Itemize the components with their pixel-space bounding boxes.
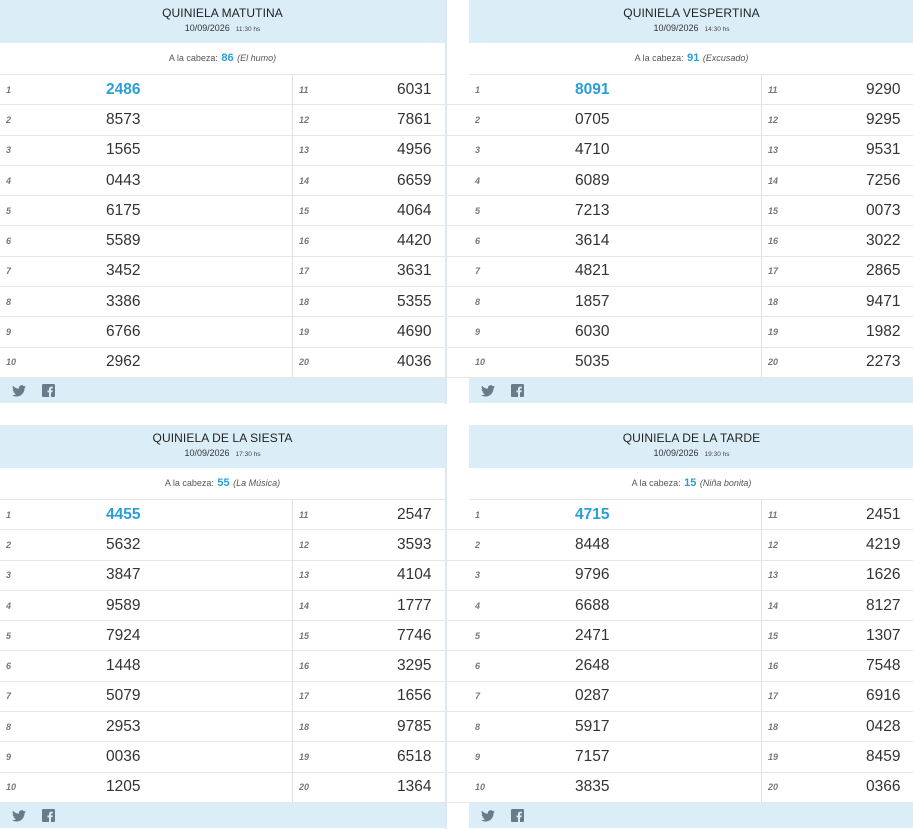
drawn-number: 3386: [34, 287, 293, 317]
drawn-number: 4710: [503, 135, 762, 165]
drawn-number: 4420: [327, 226, 583, 256]
drawn-number: 8091: [503, 75, 762, 105]
twitter-icon[interactable]: [12, 810, 26, 822]
result-row: [469, 772, 913, 802]
drawn-number: 2547: [327, 500, 583, 530]
draw-title: QUINIELA MATUTINA: [162, 6, 283, 20]
drawn-number: 6659: [327, 165, 583, 195]
card-footer: [0, 803, 445, 828]
result-row: [469, 621, 913, 651]
cabeza-line: [469, 43, 913, 75]
drawn-number: 7924: [34, 621, 293, 651]
position-number: 6: [469, 226, 503, 256]
card-header: [0, 0, 445, 43]
position-number: 5: [0, 196, 34, 226]
cabeza-number: 86: [221, 52, 234, 64]
position-number: 18: [293, 712, 328, 742]
position-number: 8: [0, 712, 34, 742]
twitter-icon[interactable]: [481, 385, 495, 397]
card-footer: [469, 803, 913, 828]
position-number: 3: [469, 560, 503, 590]
position-number: 18: [762, 712, 797, 742]
cabeza-label: A la cabeza:: [168, 53, 218, 63]
position-number: 3: [0, 135, 34, 165]
drawn-number: 4715: [503, 500, 762, 530]
cabeza-line: [0, 468, 445, 500]
drawn-number: 9531: [796, 135, 913, 165]
result-row: [469, 226, 913, 256]
draw-time: 19:30 hs: [704, 451, 730, 458]
drawn-number: 0705: [503, 105, 762, 135]
position-number: 1: [469, 500, 503, 530]
position-number: 19: [293, 742, 328, 772]
position-number: 12: [762, 530, 797, 560]
drawn-number: 2962: [34, 347, 293, 377]
position-number: 11: [762, 500, 797, 530]
cabeza-number: 55: [217, 477, 230, 489]
drawn-number: 6916: [796, 681, 913, 711]
drawn-number: 4104: [327, 560, 583, 590]
position-number: 10: [0, 772, 34, 802]
drawn-number: 2273: [796, 347, 913, 377]
position-number: 1: [0, 500, 34, 530]
position-number: 11: [762, 75, 797, 105]
result-row: [469, 347, 913, 377]
drawn-number: 9589: [34, 590, 293, 620]
position-number: 16: [293, 651, 328, 681]
draw-title: QUINIELA DE LA TARDE: [622, 431, 761, 445]
position-number: 6: [0, 651, 34, 681]
drawn-number: 1364: [327, 772, 583, 802]
facebook-icon[interactable]: [42, 809, 55, 822]
position-number: 17: [293, 681, 328, 711]
drawn-number: 8459: [796, 742, 913, 772]
drawn-number: 8127: [796, 590, 913, 620]
drawn-number: 2953: [34, 712, 293, 742]
position-number: 18: [762, 287, 797, 317]
drawn-number: 2865: [796, 256, 913, 286]
facebook-icon[interactable]: [511, 809, 524, 822]
result-row: [469, 712, 913, 742]
result-row: [469, 742, 913, 772]
position-number: 15: [293, 621, 328, 651]
drawn-number: 1565: [34, 135, 293, 165]
position-number: 19: [762, 742, 797, 772]
drawn-number: 1205: [34, 772, 293, 802]
results-table: [469, 75, 913, 378]
draw-time: 11:30 hs: [235, 26, 261, 33]
position-number: 11: [293, 75, 328, 105]
drawn-number: 4036: [327, 347, 583, 377]
position-number: 7: [0, 681, 34, 711]
position-number: 4: [469, 165, 503, 195]
draw-title: QUINIELA VESPERTINA: [623, 6, 760, 20]
position-number: 18: [293, 287, 328, 317]
cabeza-label: A la cabeza:: [634, 53, 684, 63]
drawn-number: 5917: [503, 712, 762, 742]
cabeza-meaning: (Niña bonita): [699, 478, 752, 488]
drawn-number: 7861: [327, 105, 583, 135]
position-number: 12: [762, 105, 797, 135]
drawn-number: 9785: [327, 712, 583, 742]
position-number: 4: [0, 165, 34, 195]
draw-time: 14:30 hs: [704, 26, 730, 33]
drawn-number: 1626: [796, 560, 913, 590]
draw-time: 17:30 hs: [235, 451, 261, 458]
drawn-number: 5079: [34, 681, 293, 711]
position-number: 7: [0, 256, 34, 286]
drawn-number: 9796: [503, 560, 762, 590]
drawn-number: 2451: [796, 500, 913, 530]
position-number: 5: [469, 196, 503, 226]
drawn-number: 1857: [503, 287, 762, 317]
drawn-number: 1982: [796, 317, 913, 347]
position-number: 11: [293, 500, 328, 530]
result-row: [469, 196, 913, 226]
card-header: [0, 425, 445, 468]
drawn-number: 0428: [796, 712, 913, 742]
facebook-icon[interactable]: [511, 384, 524, 397]
position-number: 14: [293, 165, 328, 195]
position-number: 9: [469, 742, 503, 772]
drawn-number: 0073: [796, 196, 913, 226]
drawn-number: 2486: [34, 75, 293, 105]
result-row: [469, 317, 913, 347]
cabeza-number: 15: [684, 477, 697, 489]
position-number: 14: [762, 590, 797, 620]
drawn-number: 8573: [34, 105, 293, 135]
position-number: 10: [469, 347, 503, 377]
drawn-number: 0036: [34, 742, 293, 772]
position-number: 3: [0, 560, 34, 590]
position-number: 6: [0, 226, 34, 256]
drawn-number: 7746: [327, 621, 583, 651]
position-number: 16: [293, 226, 328, 256]
drawn-number: 4455: [34, 500, 293, 530]
position-number: 16: [762, 651, 797, 681]
draw-datetime: [469, 448, 913, 458]
position-number: 15: [293, 196, 328, 226]
drawn-number: 7256: [796, 165, 913, 195]
card-footer: [0, 378, 445, 403]
position-number: 2: [0, 530, 34, 560]
position-number: 15: [762, 621, 797, 651]
result-row: [469, 651, 913, 681]
drawn-number: 9295: [796, 105, 913, 135]
position-number: 12: [293, 105, 328, 135]
twitter-icon[interactable]: [481, 810, 495, 822]
drawn-number: 4064: [327, 196, 583, 226]
position-number: 9: [469, 317, 503, 347]
drawn-number: 4690: [327, 317, 583, 347]
position-number: 2: [469, 530, 503, 560]
draw-date: 10/09/2026: [184, 23, 230, 33]
drawn-number: 3295: [327, 651, 583, 681]
card-footer: [469, 378, 913, 403]
drawn-number: 4821: [503, 256, 762, 286]
position-number: 1: [469, 75, 503, 105]
drawn-number: 1777: [327, 590, 583, 620]
position-number: 7: [469, 256, 503, 286]
position-number: 13: [762, 560, 797, 590]
position-number: 9: [0, 317, 34, 347]
position-number: 13: [762, 135, 797, 165]
cabeza-line: [0, 43, 445, 75]
cabeza-meaning: (Excusado): [702, 53, 749, 63]
position-number: 4: [469, 590, 503, 620]
position-number: 17: [762, 256, 797, 286]
position-number: 20: [762, 347, 797, 377]
draw-card-1: [0, 0, 447, 404]
draw-datetime: [0, 448, 445, 458]
draw-date: 10/09/2026: [184, 448, 230, 458]
position-number: 19: [762, 317, 797, 347]
drawn-number: 5035: [503, 347, 762, 377]
drawn-number: 3593: [327, 530, 583, 560]
position-number: 20: [762, 772, 797, 802]
drawn-number: 3022: [796, 226, 913, 256]
position-number: 10: [0, 347, 34, 377]
result-row: [469, 287, 913, 317]
drawn-number: 1448: [34, 651, 293, 681]
card-header: [469, 425, 913, 468]
position-number: 2: [0, 105, 34, 135]
result-row: [469, 256, 913, 286]
position-number: 5: [469, 621, 503, 651]
position-number: 14: [293, 590, 328, 620]
drawn-number: 6030: [503, 317, 762, 347]
drawn-number: 6518: [327, 742, 583, 772]
drawn-number: 9471: [796, 287, 913, 317]
draw-datetime: [0, 23, 445, 33]
result-row: [469, 590, 913, 620]
position-number: 15: [762, 196, 797, 226]
cabeza-number: 91: [687, 52, 700, 64]
position-number: 14: [762, 165, 797, 195]
result-row: [469, 530, 913, 560]
cabeza-line: [469, 468, 913, 500]
cabeza-label: A la cabeza:: [164, 478, 214, 488]
draw-card-4: [469, 425, 913, 829]
card-header: [469, 0, 913, 43]
drawn-number: 0287: [503, 681, 762, 711]
position-number: 9: [0, 742, 34, 772]
result-row: [469, 500, 913, 530]
draw-datetime: [469, 23, 913, 33]
cabeza-meaning: (La Música): [233, 478, 281, 488]
drawn-number: 6766: [34, 317, 293, 347]
position-number: 12: [293, 530, 328, 560]
position-number: 2: [469, 105, 503, 135]
position-number: 8: [0, 287, 34, 317]
drawn-number: 2471: [503, 621, 762, 651]
position-number: 6: [469, 651, 503, 681]
drawn-number: 7548: [796, 651, 913, 681]
position-number: 20: [293, 347, 328, 377]
drawn-number: 7213: [503, 196, 762, 226]
position-number: 4: [0, 590, 34, 620]
drawn-number: 7157: [503, 742, 762, 772]
drawn-number: 9290: [796, 75, 913, 105]
position-number: 7: [469, 681, 503, 711]
drawn-number: 1307: [796, 621, 913, 651]
result-row: [469, 165, 913, 195]
drawn-number: 0443: [34, 165, 293, 195]
position-number: 17: [762, 681, 797, 711]
position-number: 8: [469, 712, 503, 742]
facebook-icon[interactable]: [42, 384, 55, 397]
position-number: 13: [293, 135, 328, 165]
drawn-number: 5589: [34, 226, 293, 256]
position-number: 19: [293, 317, 328, 347]
cabeza-label: A la cabeza:: [631, 478, 681, 488]
draw-card-2: [469, 0, 913, 404]
drawn-number: 3847: [34, 560, 293, 590]
drawn-number: 2648: [503, 651, 762, 681]
drawn-number: 6688: [503, 590, 762, 620]
position-number: 10: [469, 772, 503, 802]
position-number: 17: [293, 256, 328, 286]
drawn-number: 1656: [327, 681, 583, 711]
position-number: 20: [293, 772, 328, 802]
cabeza-meaning: (El humo): [237, 53, 277, 63]
drawn-number: 0366: [796, 772, 913, 802]
drawn-number: 4219: [796, 530, 913, 560]
drawn-number: 8448: [503, 530, 762, 560]
draw-title: QUINIELA DE LA SIESTA: [152, 431, 293, 445]
drawn-number: 6175: [34, 196, 293, 226]
position-number: 13: [293, 560, 328, 590]
draw-card-3: [0, 425, 447, 829]
result-row: [469, 681, 913, 711]
draw-date: 10/09/2026: [653, 23, 699, 33]
position-number: 5: [0, 621, 34, 651]
drawn-number: 3614: [503, 226, 762, 256]
drawn-number: 6031: [327, 75, 583, 105]
draw-date: 10/09/2026: [653, 448, 699, 458]
results-table: [469, 500, 913, 803]
twitter-icon[interactable]: [12, 385, 26, 397]
drawn-number: 3631: [327, 256, 583, 286]
result-row: [469, 135, 913, 165]
position-number: 3: [469, 135, 503, 165]
drawn-number: 5355: [327, 287, 583, 317]
position-number: 16: [762, 226, 797, 256]
result-row: [469, 75, 913, 105]
drawn-number: 6089: [503, 165, 762, 195]
position-number: 8: [469, 287, 503, 317]
drawn-number: 4956: [327, 135, 583, 165]
drawn-number: 3452: [34, 256, 293, 286]
result-row: [469, 105, 913, 135]
position-number: 1: [0, 75, 34, 105]
result-row: [469, 560, 913, 590]
drawn-number: 5632: [34, 530, 293, 560]
drawn-number: 3835: [503, 772, 762, 802]
